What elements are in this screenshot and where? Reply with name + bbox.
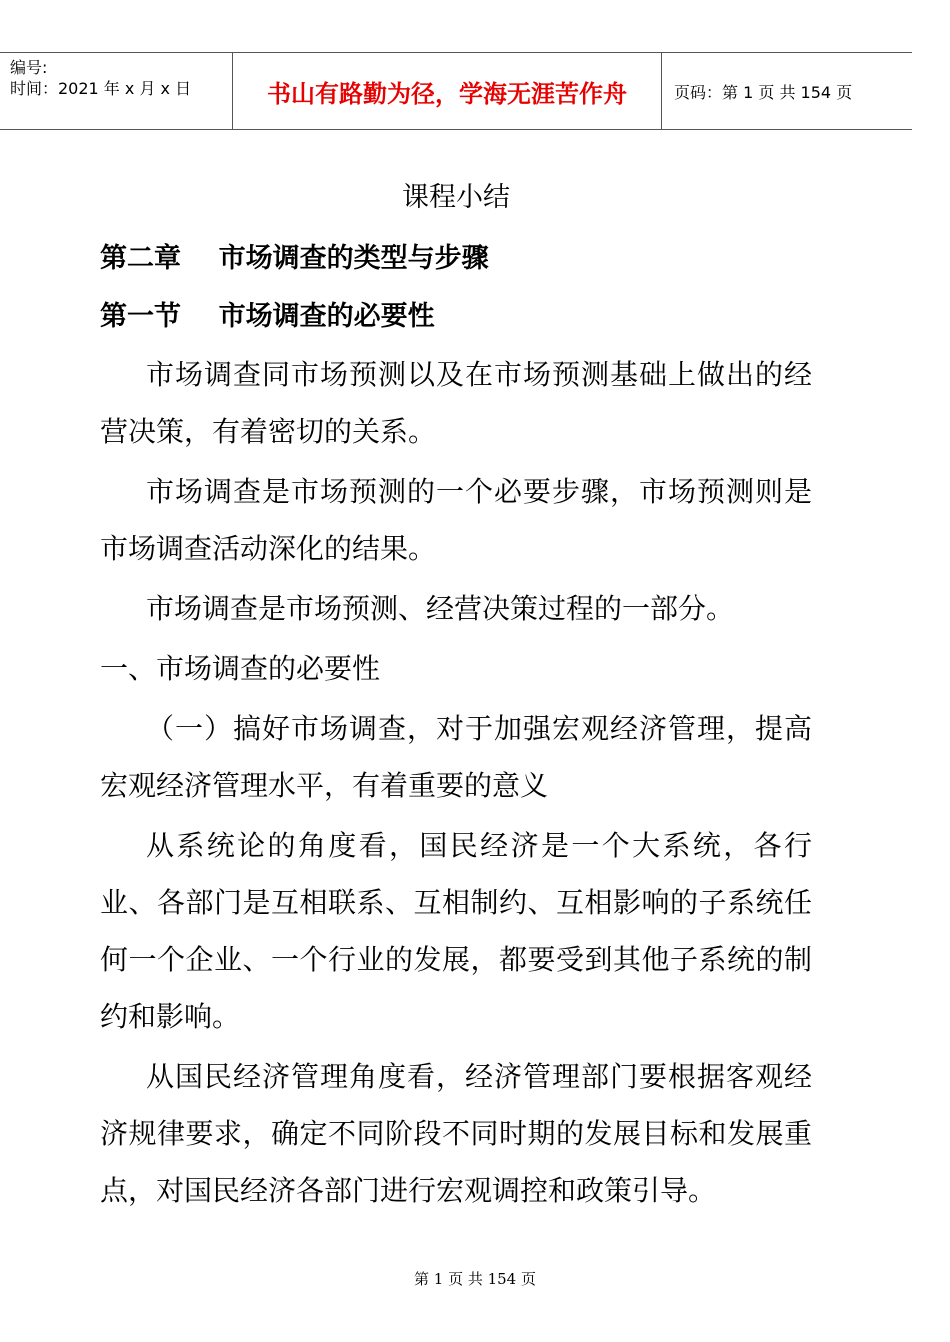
document-body — [100, 172, 812, 1222]
document-title: 课程小结 — [402, 182, 510, 213]
paragraph: 从国民经济管理角度看，经济管理部门要根据客观经济规律要求，确定不同阶段不同时期的发展目标和发展重点，对国民经济各部门进行宏观调控和政策引导。 — [100, 1060, 812, 1207]
subheading: 一、市场调查的必要性 — [100, 652, 381, 685]
paragraph: 从系统论的角度看，国民经济是一个大系统，各行业、各部门是互相联系、互相制约、互相影响的子系统任何一个企业、一个行业的发展，都要受到其他子系统的制约和影响。 — [100, 829, 812, 1033]
header-motto: 书山有路勤为径，学海无涯苦作舟 — [232, 53, 662, 129]
paragraph: 市场调查是市场预测的一个必要步骤，市场预测则是市场调查活动深化的结果。 — [100, 475, 812, 565]
section-heading: 第一节 市场调查的必要性 — [100, 301, 435, 332]
paragraph: 市场调查同市场预测以及在市场预测基础上做出的经营决策，有着密切的关系。 — [100, 358, 812, 448]
date-label: 时间：2021 年 x 月 x 日 — [10, 79, 192, 98]
chapter-heading: 第二章 市场调查的类型与步骤 — [100, 243, 489, 274]
header-page-info: 页码：第 1 页 共 154 页 — [674, 82, 853, 102]
serial-number-label: 编号: — [10, 58, 48, 77]
paragraph: （一）搞好市场调查，对于加强宏观经济管理，提高宏观经济管理水平，有着重要的意义 — [100, 712, 812, 802]
page-header — [0, 52, 912, 130]
header-meta — [0, 53, 232, 129]
page-footer: 第 1 页 共 154 页 — [413, 1270, 536, 1288]
paragraph: 市场调查是市场预测、经营决策过程的一部分。 — [146, 592, 735, 625]
